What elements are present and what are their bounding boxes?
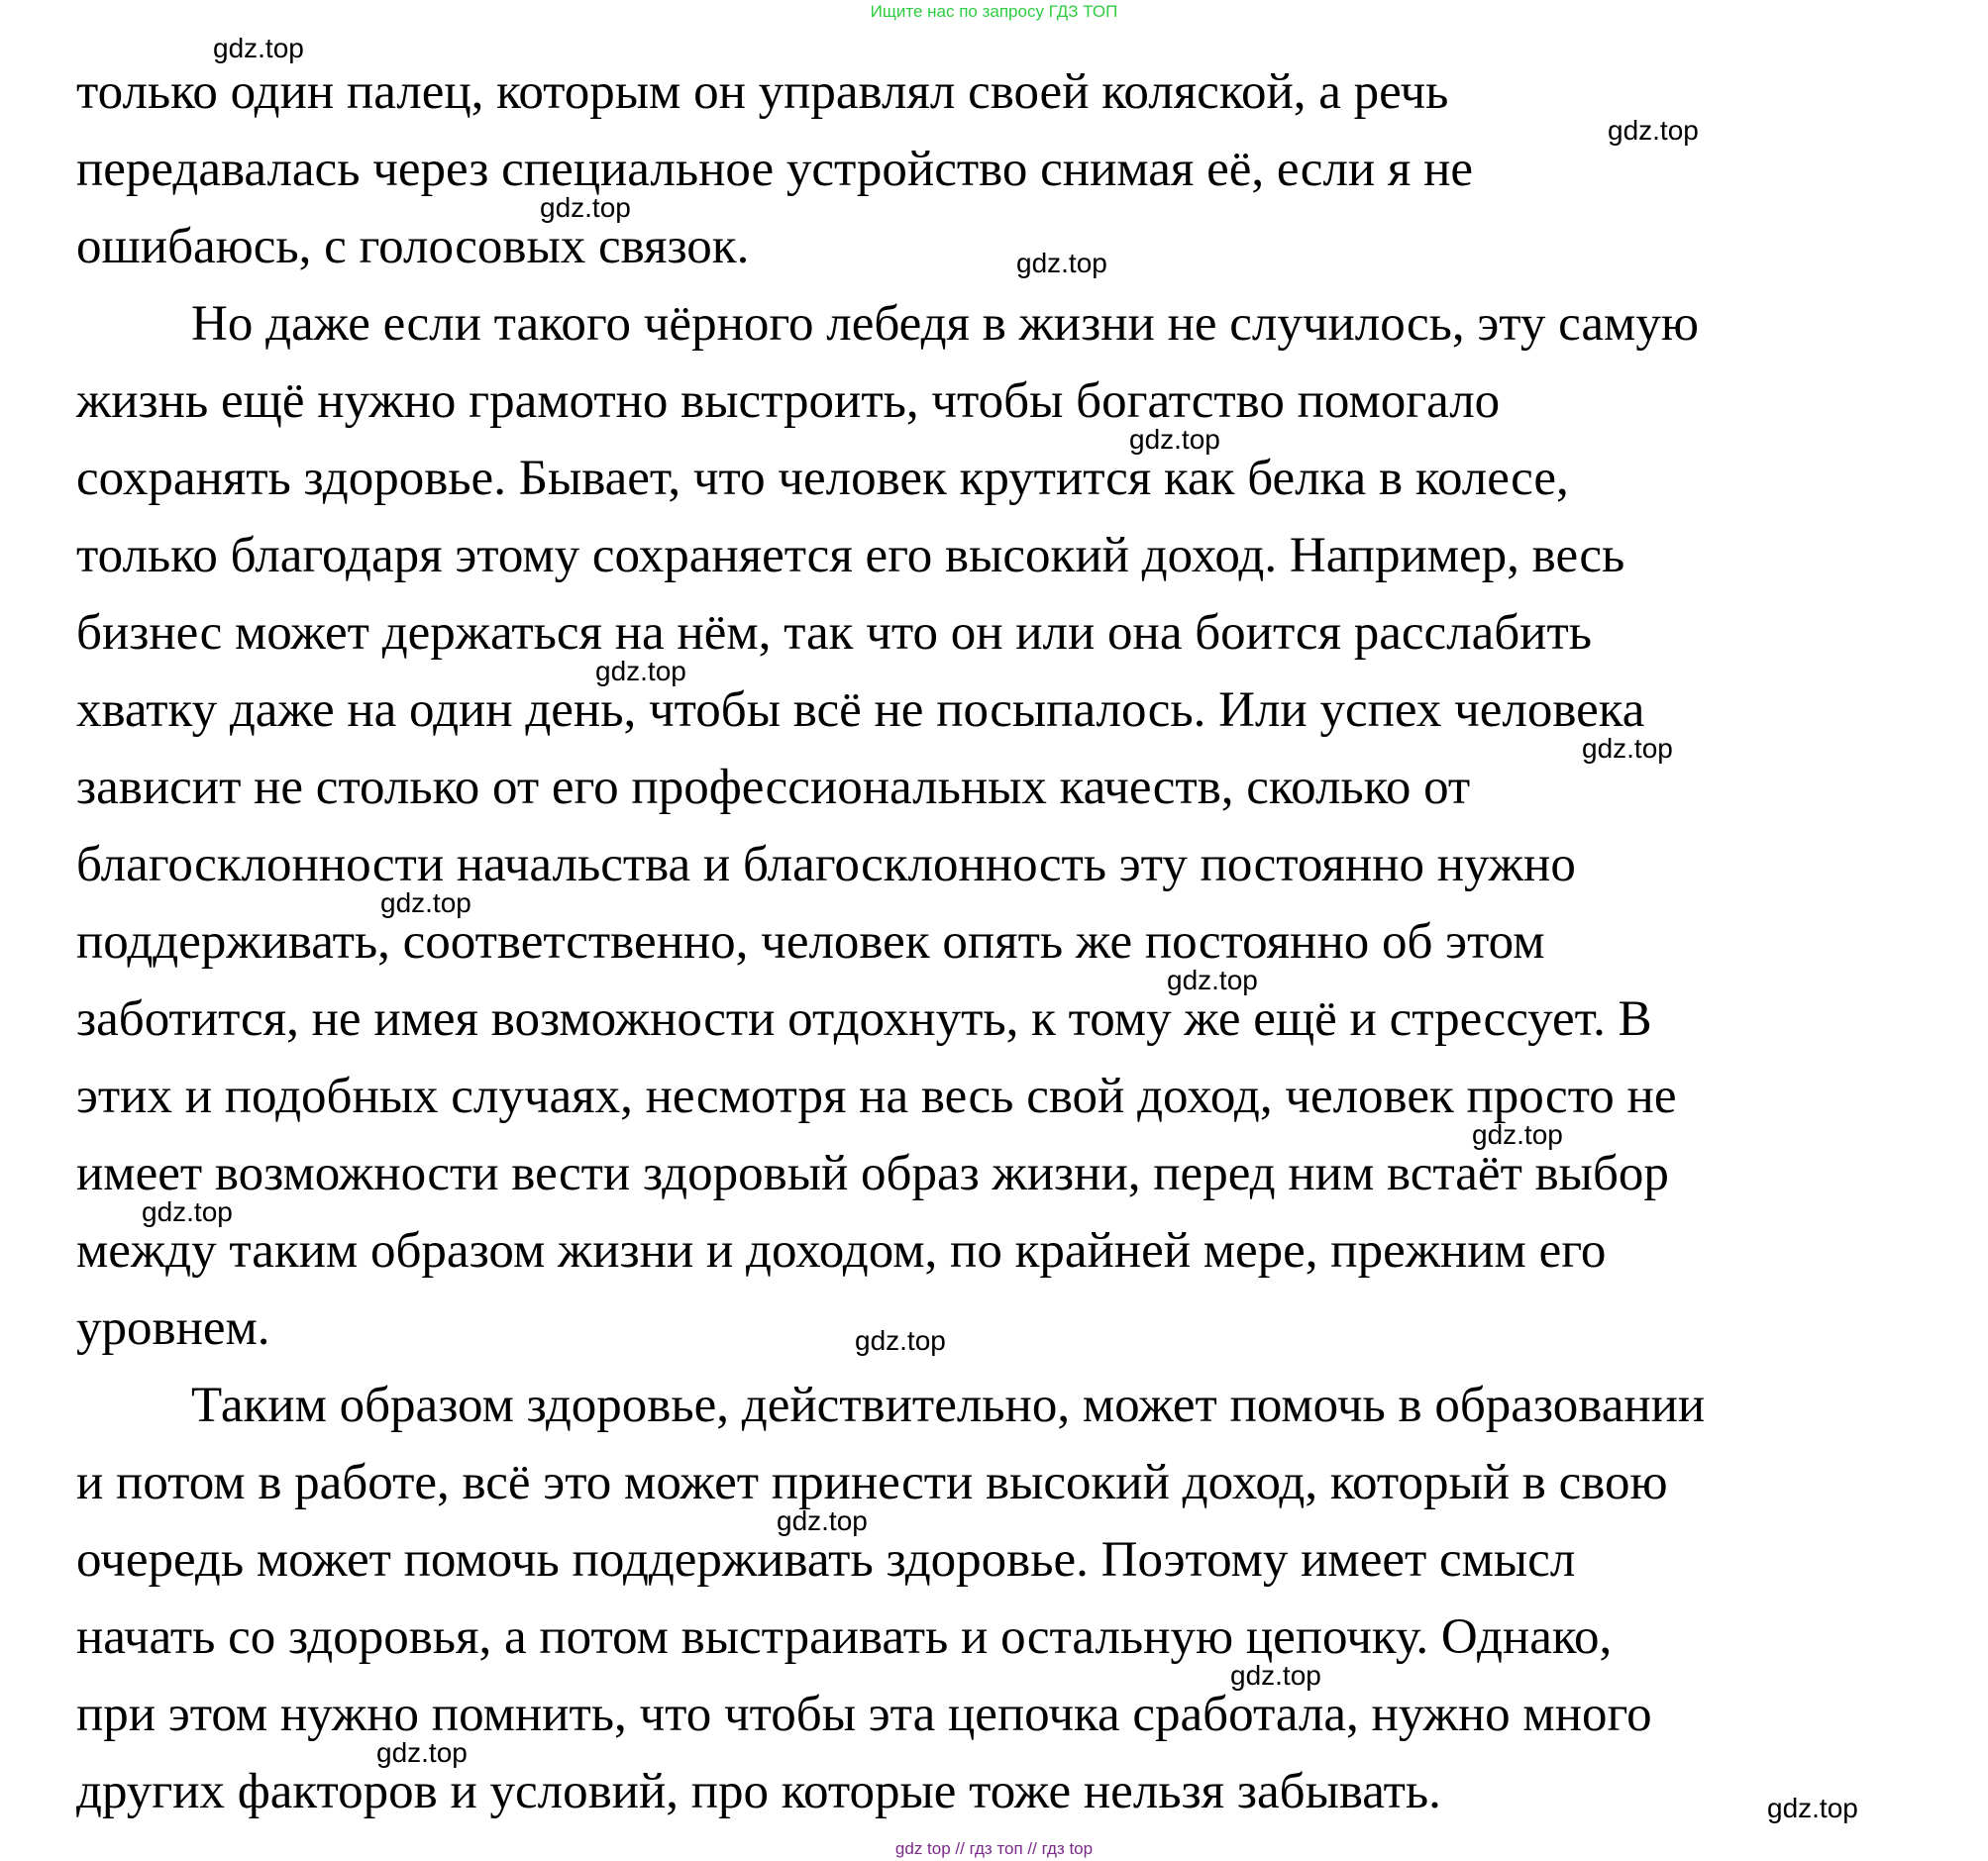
text-line: благосклонности начальства и благосклонность эту постоянно нужно — [76, 837, 1576, 892]
text-line: между таким образом жизни и доходом, по крайней мере, прежним его — [76, 1223, 1607, 1279]
watermark: gdz.top — [1016, 248, 1107, 278]
watermark: gdz.top — [1608, 115, 1699, 146]
text-line: только один палец, которым он управлял своей коляской, а речь — [76, 64, 1449, 120]
text-line: Но даже если такого чёрного лебедя в жизни не случилось, эту самую — [191, 296, 1699, 352]
text-line: ошибаюсь, с голосовых связок. — [76, 219, 750, 274]
watermark: gdz.top — [1230, 1660, 1321, 1691]
watermark: gdz.top — [1129, 424, 1220, 455]
text-line: этих и подобных случаях, несмотря на весь свой доход, человек просто не — [76, 1069, 1677, 1124]
text-line: передавалась через специальное устройство снимая её, если я не — [76, 142, 1474, 197]
watermark: gdz.top — [595, 656, 686, 686]
text-line: хватку даже на один день, чтобы всё не посыпалось. Или успех человека — [76, 682, 1645, 738]
text-line: поддерживать, соответственно, человек опять же постоянно об этом — [76, 914, 1545, 970]
bottom-banner: gdz top // гдз топ // гдз top — [894, 1839, 1094, 1858]
text-line: Таким образом здоровье, действительно, может помочь в образовании — [191, 1378, 1706, 1433]
watermark: gdz.top — [540, 192, 631, 223]
text-line: очередь может помочь поддерживать здоровье. Поэтому имеет смысл — [76, 1532, 1576, 1588]
watermark: gdz.top — [380, 887, 471, 918]
watermark: gdz.top — [1582, 733, 1673, 764]
text-line: жизнь ещё нужно грамотно выстроить, чтобы богатство помогало — [76, 373, 1501, 429]
text-line: бизнес может держаться на нём, так что он или она боится расслабить — [76, 605, 1592, 661]
watermark: gdz.top — [213, 33, 304, 63]
text-line: уровнем. — [76, 1300, 270, 1356]
text-line: только благодаря этому сохраняется его высокий доход. Например, весь — [76, 528, 1625, 583]
text-line: сохранять здоровье. Бывает, что человек крутится как белка в колесе, — [76, 451, 1569, 506]
watermark: gdz.top — [142, 1196, 233, 1227]
text-line: имеет возможности вести здоровый образ жизни, перед ним встаёт выбор — [76, 1146, 1669, 1201]
text-line: и потом в работе, всё это может принести высокий доход, который в свою — [76, 1455, 1668, 1510]
watermark: gdz.top — [855, 1325, 946, 1356]
text-line: при этом нужно помнить, что чтобы эта цепочка сработала, нужно много — [76, 1687, 1652, 1742]
text-line: заботится, не имея возможности отдохнуть, к тому же ещё и стрессует. В — [76, 991, 1652, 1047]
text-line: зависит не столько от его профессиональных качеств, сколько от — [76, 760, 1471, 815]
watermark: gdz.top — [1767, 1793, 1858, 1823]
text-line: начать со здоровья, а потом выстраивать и остальную цепочку. Однако, — [76, 1609, 1613, 1665]
text-line: других факторов и условий, про которые тоже нельзя забывать. — [76, 1764, 1441, 1819]
top-banner: Ищите нас по запросу ГДЗ ТОП — [870, 2, 1118, 21]
watermark: gdz.top — [777, 1505, 868, 1536]
watermark: gdz.top — [1472, 1119, 1563, 1150]
watermark: gdz.top — [376, 1737, 468, 1768]
watermark: gdz.top — [1167, 965, 1258, 995]
